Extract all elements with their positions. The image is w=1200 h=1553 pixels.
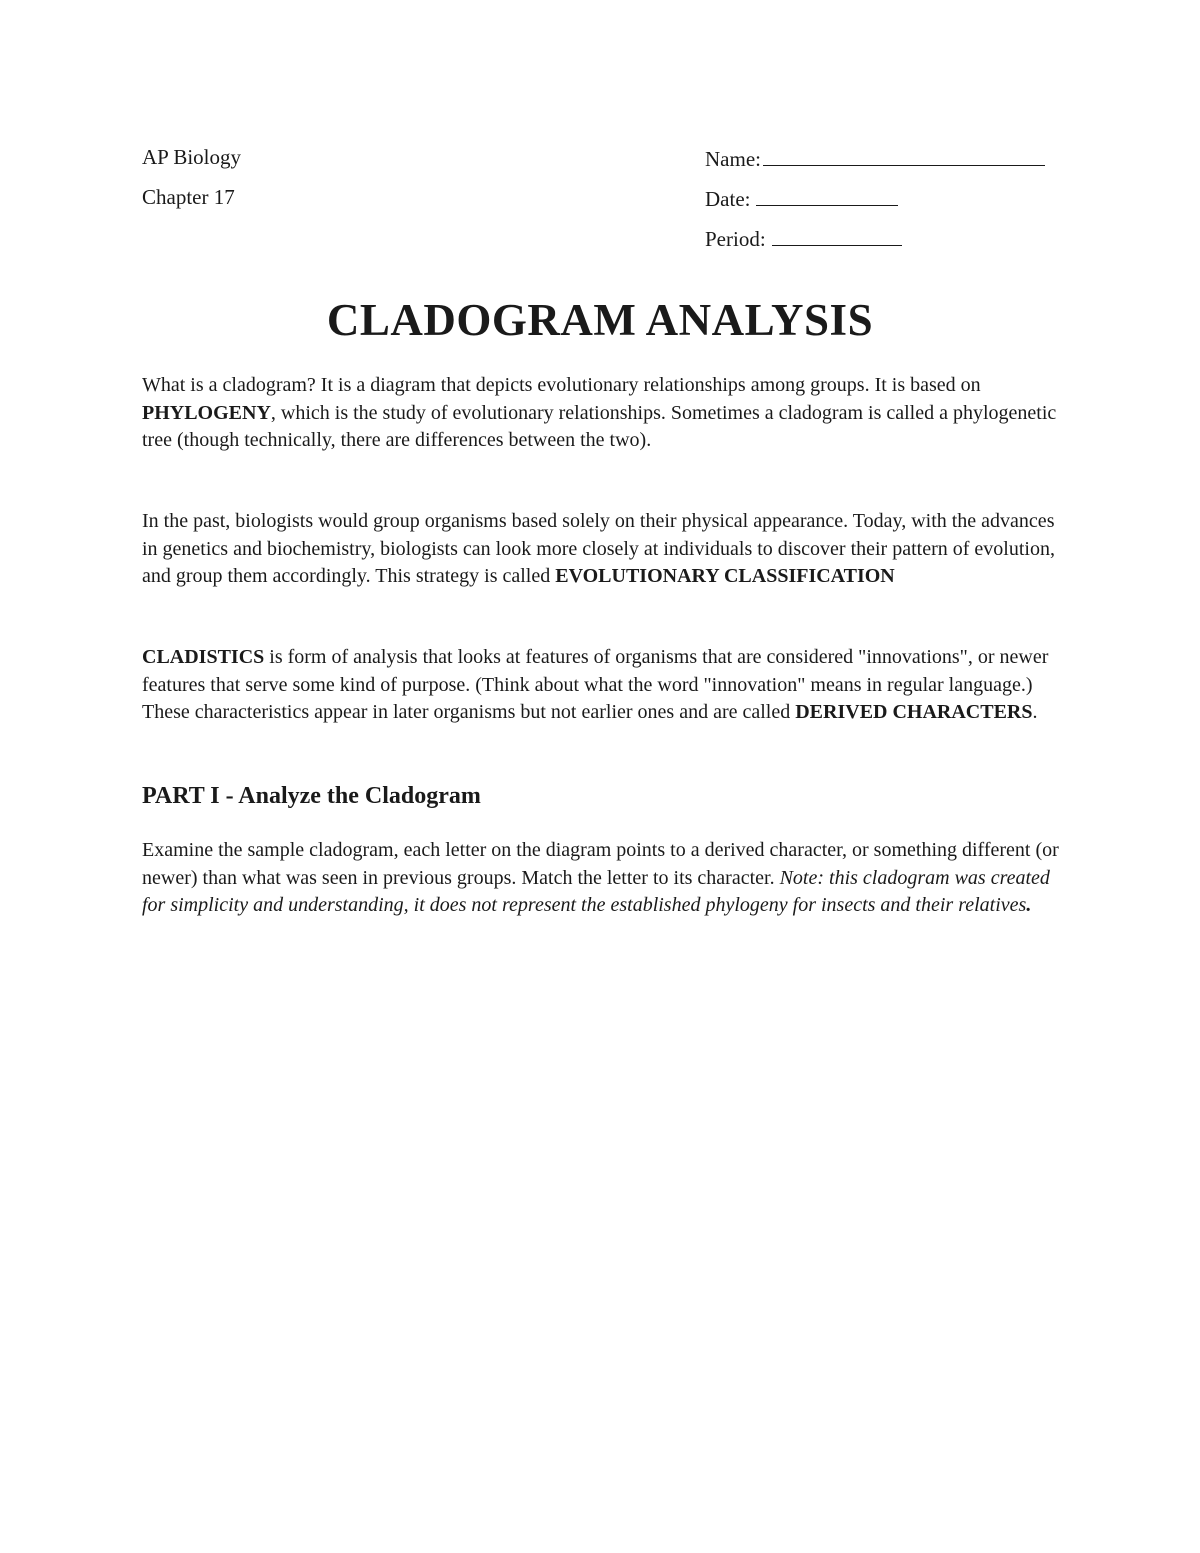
date-field [705,185,898,211]
date-label: Date: [705,187,751,211]
instructions-text: Examine the sample cladogram, each letter on the diagram points to a derived character, or something different (or newer) than what was seen in previous groups. Match the letter to its character. [142,839,1059,889]
period-blank[interactable] [772,225,902,246]
name-blank[interactable] [763,145,1045,166]
term-evolutionary-classification: EVOLUTIONARY CLASSIFICATION [555,565,895,587]
name-label: Name: [705,147,761,171]
part1-heading: PART I - Analyze the Cladogram [142,783,481,809]
p1-text-a: What is a cladogram? It is a diagram that depicts evolutionary relationships among groups. It is based on [142,374,981,396]
page-title: CLADOGRAM ANALYSIS [326,295,874,345]
intro-paragraph-cladistics [142,644,1062,727]
name-field [705,145,1045,171]
p1-text-b: , which is the study of evolutionary relationships. Sometimes a cladogram is called a phylogenetic tree (though technically, there are differences between the two). [142,401,1057,451]
intro-paragraph-classification [142,508,1062,591]
note-end: . [1026,894,1032,916]
date-blank[interactable] [756,185,898,206]
p3-text-b: . [1032,701,1038,723]
period-field [705,225,902,251]
term-derived-characters: DERIVED CHARACTERS [795,701,1033,723]
term-cladistics: CLADISTICS [142,646,265,668]
chapter-label: Chapter 17 [142,185,235,209]
note-text: Note: this cladogram was created for simplicity and understanding, it does not represent the established phylogeny for insects and their relatives [142,866,1050,916]
period-label: Period: [705,227,766,251]
part1-instructions [142,837,1062,920]
term-phylogeny: PHYLOGENY [142,401,271,424]
course-label: AP Biology [142,145,241,169]
p3-text-a: is form of analysis that looks at features of organisms that are considered "innovations", or newer features that serve some kind of purpose. (Think about what the word "innovation" means in regular language.) These characteristics appear in later organisms but not earlier ones and are called [142,646,1049,723]
p2-text-a: In the past, biologists would group organisms based solely on their physical appearance. Today, with the advances in genetics and biochemistry, biologists can look more closely at individuals to discover their pattern of evolution, and group them accordingly. This strategy is called [142,510,1055,587]
intro-paragraph-cladogram [142,372,1062,455]
